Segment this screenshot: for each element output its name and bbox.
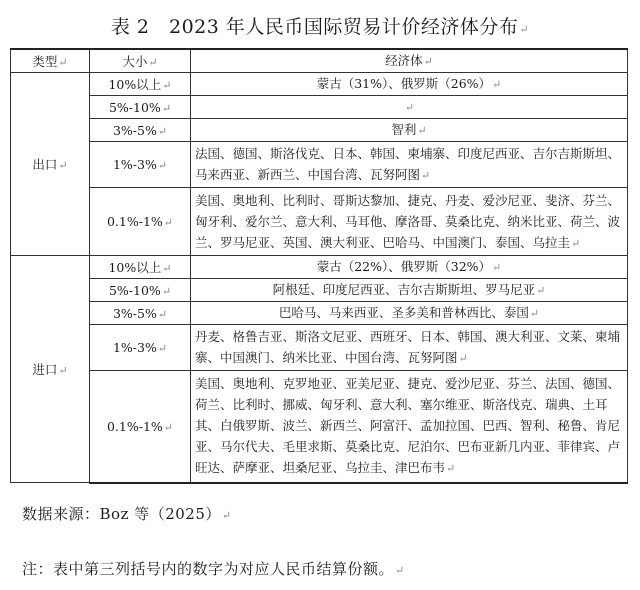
group-type-export: 出口↵	[11, 73, 90, 256]
footnote: 注：表中第三列括号内的数字为对应人民币结算份额。↵	[22, 560, 405, 578]
header-size: 大小↵	[90, 49, 191, 73]
table-row	[11, 142, 628, 188]
economies-cell: ↵	[191, 96, 628, 119]
size-cell: 5%-10%↵	[90, 96, 191, 119]
size-cell: 5%-10%↵	[90, 279, 191, 302]
table-row	[11, 325, 628, 371]
economies-cell: 蒙古（22%）、俄罗斯（32%）↵	[191, 256, 628, 279]
economies-cell: 智利↵	[191, 119, 628, 142]
header-economies: 经济体↵	[191, 49, 628, 73]
size-cell: 1%-3%↵	[90, 325, 191, 371]
size-cell: 0.1%-1%↵	[90, 371, 191, 483]
size-cell: 10%以上↵	[90, 73, 191, 96]
table-row	[11, 73, 628, 96]
economies-cell: 巴哈马、马来西亚、圣多美和普林西比、泰国↵	[191, 302, 628, 325]
economies-cell: 丹麦、格鲁吉亚、斯洛文尼亚、西班牙、日本、韩国、澳大利亚、文莱、柬埔寨、中国澳门、纳米比亚、中国台湾、瓦努阿图↵	[191, 325, 628, 371]
group-type-import: 进口↵	[11, 256, 90, 483]
table-row	[11, 371, 628, 483]
economies-cell: 法国、德国、斯洛伐克、日本、韩国、柬埔寨、印度尼西亚、吉尔吉斯斯坦、马来西亚、新西兰、中国台湾、瓦努阿图↵	[191, 142, 628, 188]
table-header-row	[11, 49, 628, 73]
economy-distribution-table	[10, 48, 628, 484]
economies-cell: 蒙古（31%）、俄罗斯（26%）↵	[191, 73, 628, 96]
size-cell: 3%-5%↵	[90, 119, 191, 142]
table-row	[11, 96, 628, 119]
table-row	[11, 188, 628, 256]
size-cell: 10%以上↵	[90, 256, 191, 279]
size-cell: 1%-3%↵	[90, 142, 191, 188]
economies-cell: 阿根廷、印度尼西亚、吉尔吉斯斯坦、罗马尼亚↵	[191, 279, 628, 302]
economies-cell: 美国、奥地利、克罗地亚、亚美尼亚、捷克、爱沙尼亚、芬兰、法国、德国、荷兰、比利时、挪威、匈牙利、意大利、塞尔维亚、斯洛伐克、瑞典、土耳其、白俄罗斯、波兰、新西兰、阿富汗、孟加拉国、巴西、智利、秘鲁、肯尼亚、马尔代夫、毛里求斯、莫桑比克、尼泊尔、巴布亚新几内亚、菲律宾、卢旺达、萨摩亚、坦桑尼亚、乌拉圭、津巴布韦↵	[191, 371, 628, 483]
data-source-note: 数据来源：Boz 等（2025）↵	[22, 505, 232, 523]
size-cell: 0.1%-1%↵	[90, 188, 191, 256]
table-row	[11, 119, 628, 142]
table-title: 表 2 2023 年人民币国际贸易计价经济体分布↵	[110, 16, 530, 38]
table-row	[11, 279, 628, 302]
economies-cell: 美国、奥地利、比利时、哥斯达黎加、捷克、丹麦、爱沙尼亚、斐济、芬兰、匈牙利、爱尔兰、意大利、马耳他、摩洛哥、莫桑比克、纳米比亚、荷兰、波兰、罗马尼亚、英国、澳大利亚、巴哈马、中国澳门、泰国、乌拉圭↵	[191, 188, 628, 256]
header-type: 类型↵	[11, 49, 90, 73]
table-row	[11, 256, 628, 279]
size-cell: 3%-5%↵	[90, 302, 191, 325]
table-row	[11, 302, 628, 325]
